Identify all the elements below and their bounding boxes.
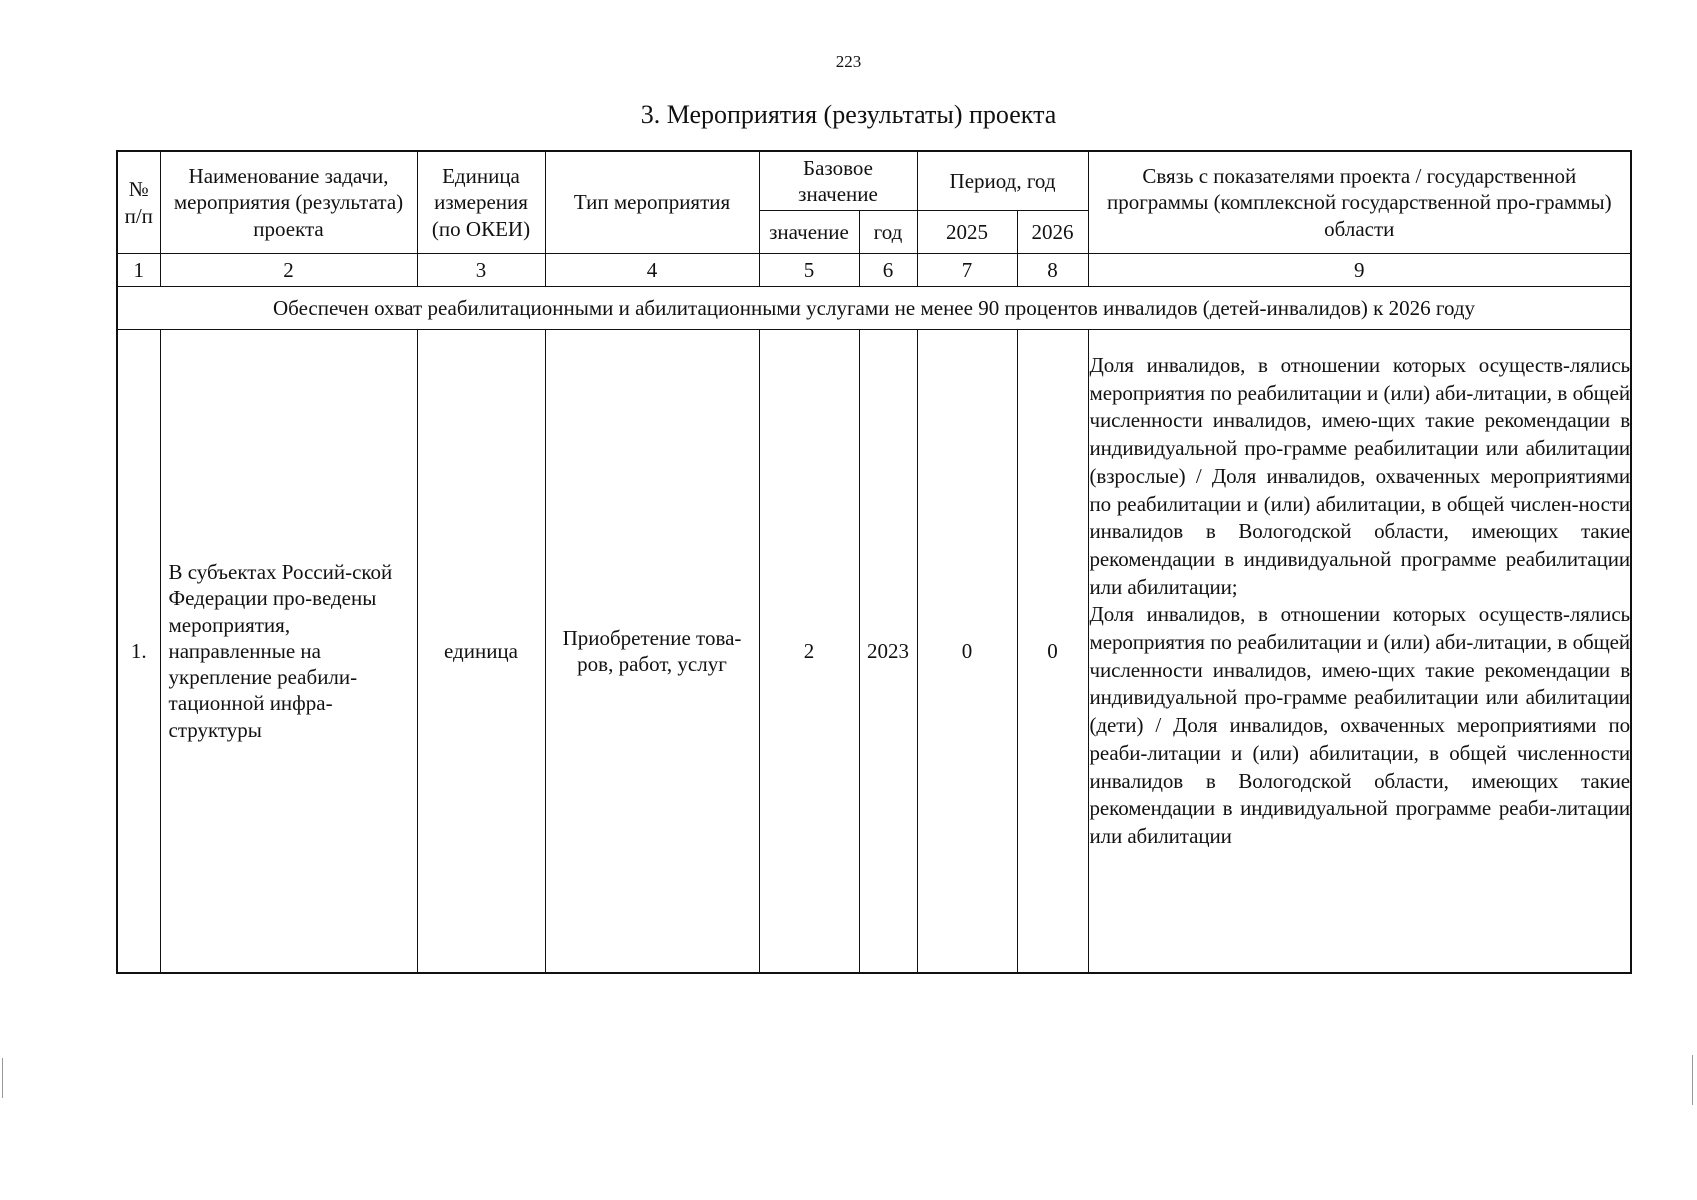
header-type: Тип мероприятия [545,151,759,254]
column-number: 9 [1088,254,1631,287]
page-number: 223 [835,52,862,71]
row-base-value: 2 [759,330,859,974]
header-base-value: значение [759,211,859,254]
link-text-adults: Доля инвалидов, в отношении которых осуществ-лялись мероприятия по реабилитации и (или) аби-литации, в общей численности инвалидов, имею-щих такие рекомендации в индивидуальной про-грамме реабилитации или абилитации (взрослые) / Доля инвалидов, охваченных мероприятиями по реабилитации и (или) абилитации, в общей числен-ности инвалидов в Вологодской области, имеющих такие рекомендации в индивидуальной программе реабилитации или абилитации; [1089,353,1631,599]
scan-mark-right [1692,1055,1693,1105]
row-links [1088,330,1631,974]
column-number: 4 [545,254,759,287]
header-year-2026: 2026 [1017,211,1088,254]
events-table [116,150,1632,974]
section-row [117,287,1631,330]
row-type: Приобретение това-ров, работ, услуг [545,330,759,974]
header-base: Базовое значение [759,151,917,211]
row-unit: единица [417,330,545,974]
row-value-2026: 0 [1017,330,1088,974]
row-name: В субъектах Россий-ской Федерации про-ведены мероприятия, направленные на укрепление реабили-тационной инфра-структуры [160,330,417,974]
column-number: 6 [859,254,917,287]
column-number: 8 [1017,254,1088,287]
row-base-year: 2023 [859,330,917,974]
row-value-2025: 0 [917,330,1017,974]
section-title: Обеспечен охват реабилитационными и абилитационными услугами не менее 90 процентов инвалидов (детей-инвалидов) к 2026 году [117,287,1631,330]
column-numbers-row [117,254,1631,287]
header-num: № п/п [117,151,160,254]
page-title: 3. Мероприятия (результаты) проекта [640,100,1057,129]
row-number: 1. [117,330,160,974]
header-unit: Единица измерения (по ОКЕИ) [417,151,545,254]
header-year-2025: 2025 [917,211,1017,254]
header-link: Связь с показателями проекта / государственной программы (комплексной государственной про-граммы) области [1088,151,1631,254]
column-number: 1 [117,254,160,287]
header-row [117,151,1631,211]
table-row [117,330,1631,974]
column-number: 3 [417,254,545,287]
column-number: 2 [160,254,417,287]
scan-mark-left [2,1058,3,1098]
header-period: Период, год [917,151,1088,211]
header-base-year: год [859,211,917,254]
column-number: 7 [917,254,1017,287]
link-text-children: Доля инвалидов, в отношении которых осуществ-лялись мероприятия по реабилитации и (или) аби-литации, в общей численности инвалидов, имею-щих такие рекомендации в индивидуальной про-грамме реабилитации или абилитации (дети) / Доля инвалидов, охваченных мероприятиями по реаби-литации и (или) абилитации, в общей численности инвалидов в Вологодской области, имеющих такие рекомендации в индивидуальной программе реаби-литации или абилитации [1089,602,1631,848]
header-name: Наименование задачи, мероприятия (результата) проекта [160,151,417,254]
column-number: 5 [759,254,859,287]
